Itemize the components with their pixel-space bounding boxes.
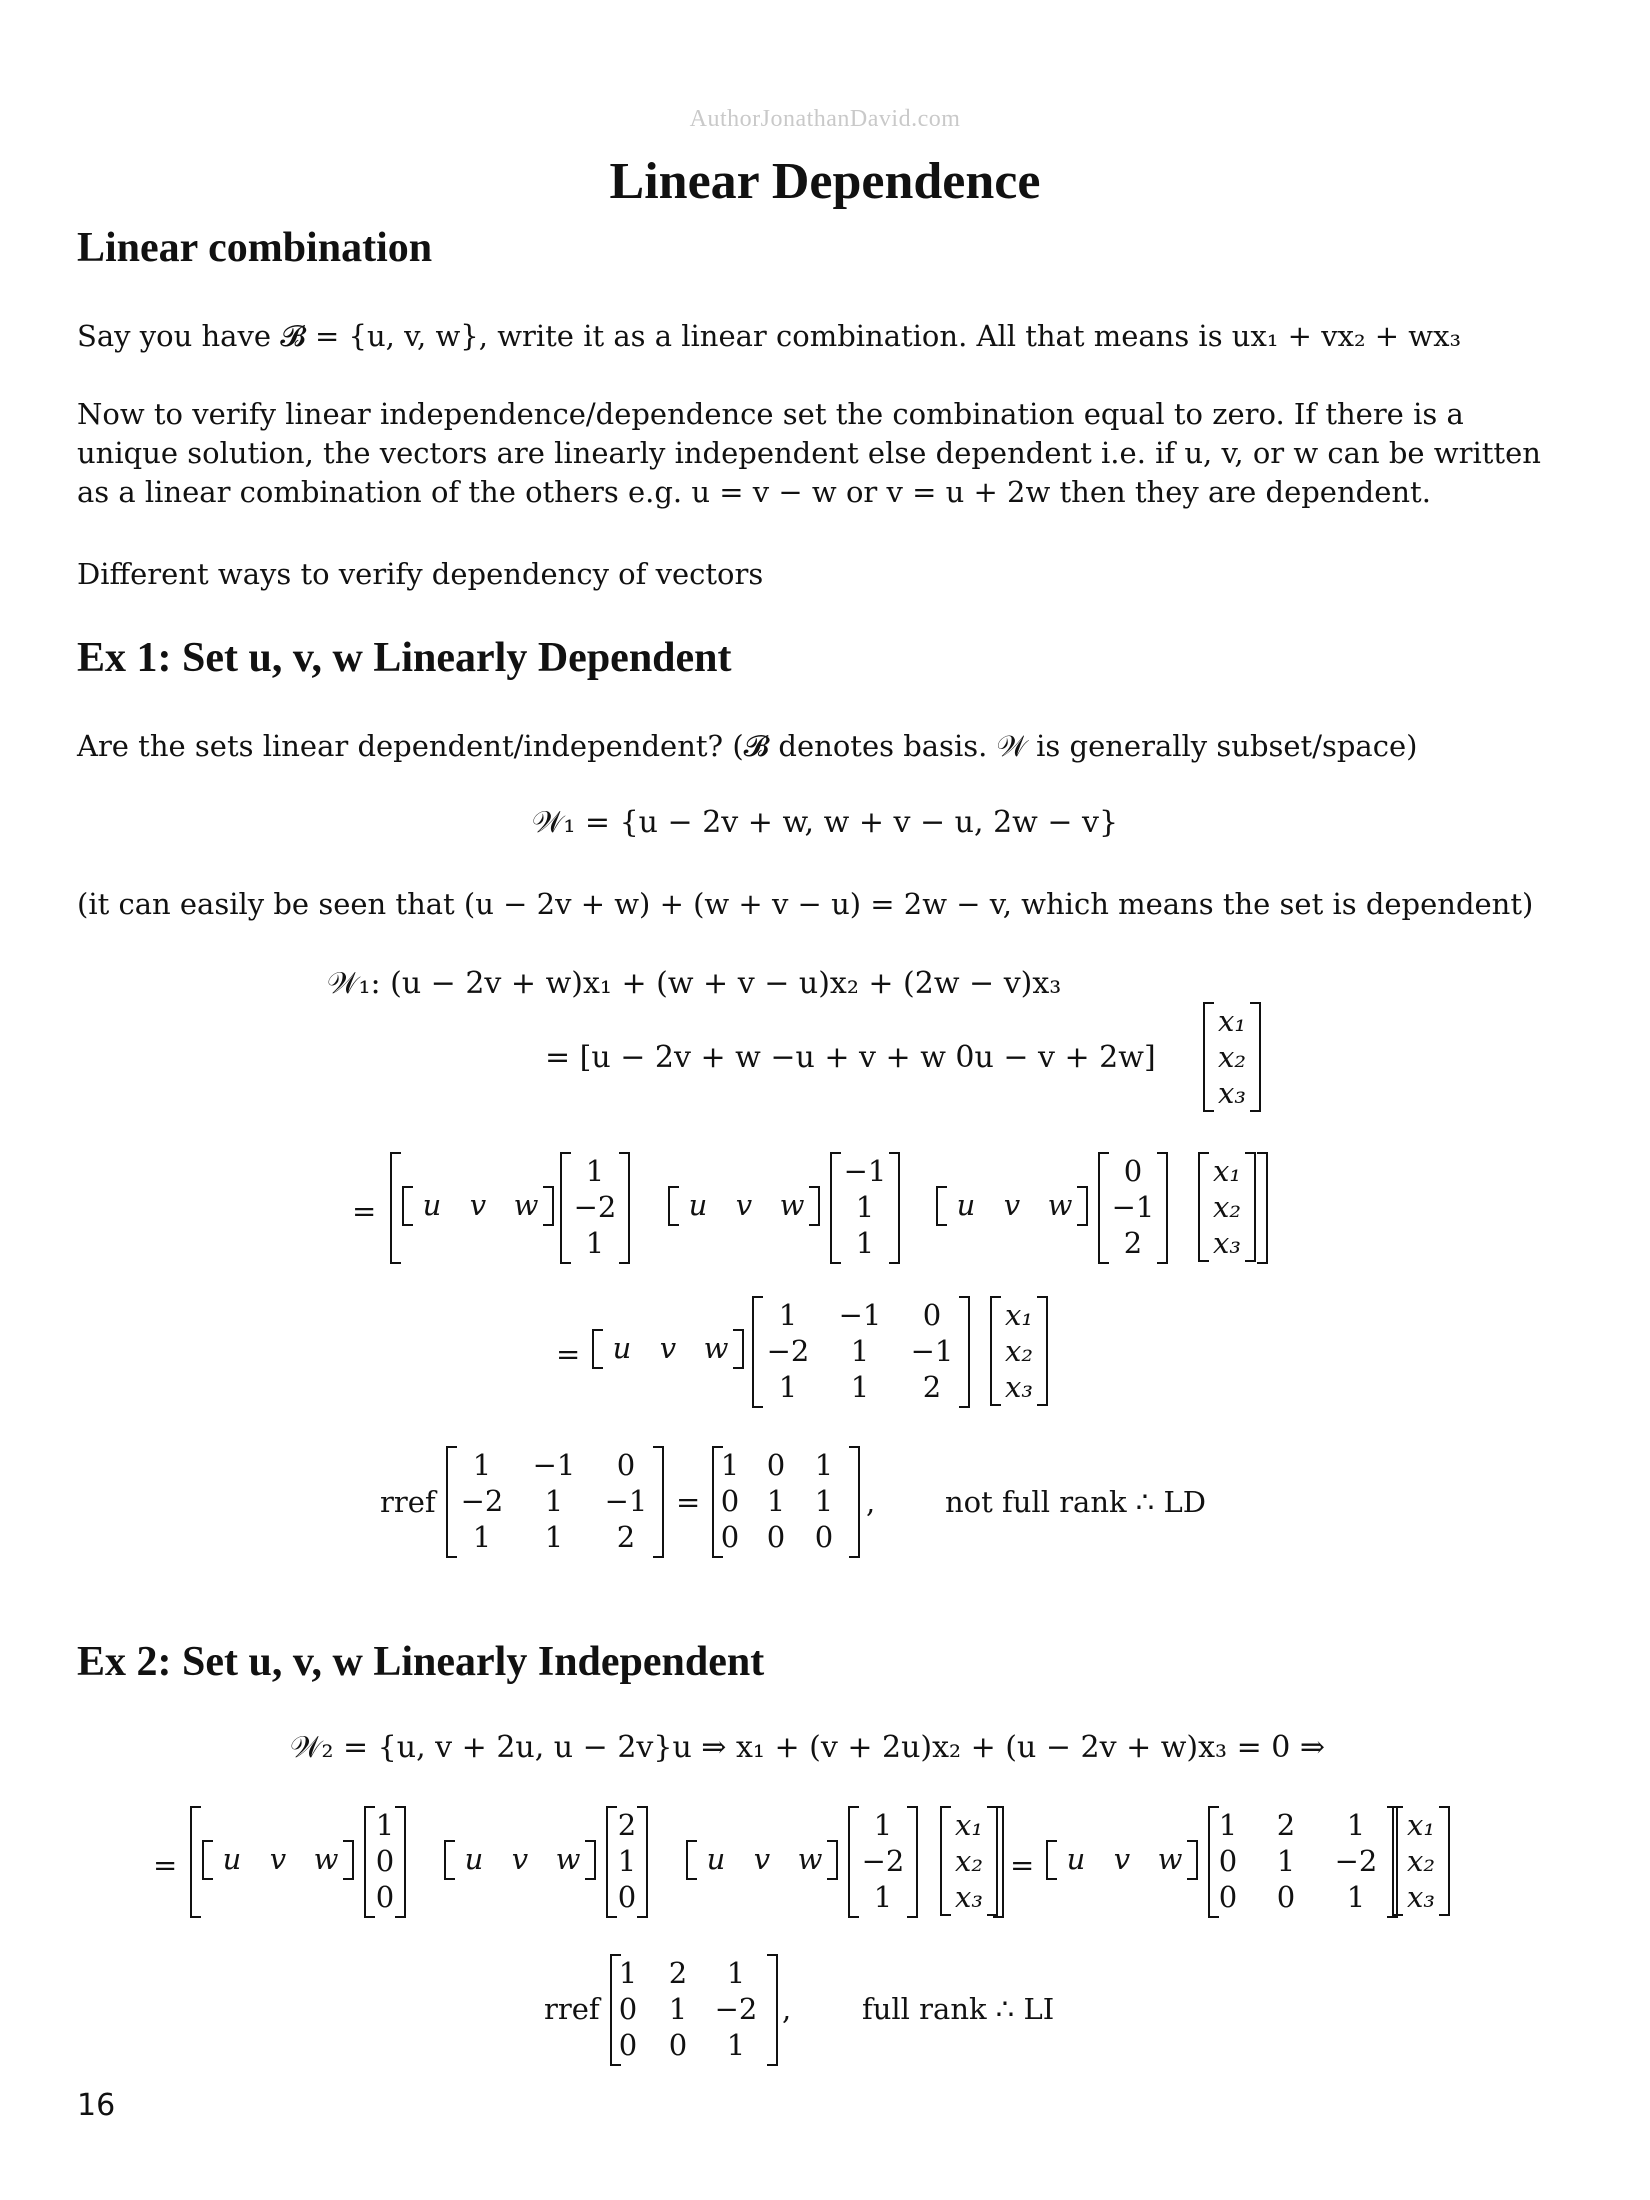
- heading-linear-combination: Linear combination: [77, 225, 433, 271]
- paragraph-intro: Say you have 𝓑 = {u, v, w}, write it as a linear combination. All that means is ux₁ + vx₂ + wx₃: [77, 319, 1462, 353]
- paragraph-verify-line2: unique solution, the vectors are linearly independent else dependent i.e. if u, v, or w can be written: [77, 436, 1541, 470]
- row-vector-uvw-5: u v w: [202, 1840, 354, 1880]
- equals-sign: =: [1010, 1848, 1035, 1882]
- heading-ex1: Ex 1: Set u, v, w Linearly Dependent: [77, 635, 732, 681]
- row-vector-uvw-8: u v w: [1046, 1840, 1198, 1880]
- paragraph-ex1-question: Are the sets linear dependent/independent? (𝓑 denotes basis. 𝒲 is generally subset/space): [77, 729, 1418, 763]
- comma: ,: [782, 1992, 792, 2026]
- comma: ,: [866, 1485, 876, 1519]
- conclusion-li: full rank ∴ LI: [862, 1992, 1055, 2026]
- equals-sign: =: [676, 1485, 701, 1519]
- row-vector-uvw-3: u v w: [936, 1186, 1088, 1226]
- equals-sign: =: [153, 1848, 178, 1882]
- row-vector-uvw-2: u v w: [668, 1186, 820, 1226]
- matrix-col1-ex1: 1 −2 1: [560, 1152, 630, 1264]
- matrix-x-vector-3: x₁ x₂ x₃: [990, 1296, 1048, 1406]
- matrix-x-vector-4: x₁ x₂ x₃: [940, 1806, 998, 1916]
- equals-sign: =: [352, 1194, 377, 1228]
- paragraph-verify-line3: as a linear combination of the others e.g. u = v − w or v = u + 2w then they are dependent.: [77, 475, 1431, 509]
- matrix-x-vector: x₁ x₂ x₃: [1203, 1002, 1261, 1112]
- row-vector-uvw-1: u v w: [402, 1186, 554, 1226]
- paragraph-ex1-note: (it can easily be seen that (u − 2v + w) + (w + v − u) = 2w − v, which means the set is dependent): [77, 887, 1534, 921]
- matrix-col3-ex2: 1 −2 1: [848, 1806, 918, 1918]
- matrix-x-vector-5: x₁ x₂ x₃: [1392, 1806, 1450, 1916]
- matrix-col1-ex2: 1 0 0: [364, 1806, 406, 1918]
- matrix-col3-ex1: 0 −1 2: [1098, 1152, 1168, 1264]
- site-watermark: AuthorJonathanDavid.com: [689, 106, 961, 132]
- page-title: Linear Dependence: [609, 153, 1041, 210]
- rref-label: rref: [380, 1485, 436, 1519]
- paragraph-verify-line1: Now to verify linear independence/dependence set the combination equal to zero. If there is a: [77, 397, 1464, 431]
- row-vector-uvw-7: u v w: [686, 1840, 838, 1880]
- row-vector-uvw-4: u v w: [592, 1329, 744, 1369]
- equation-w2-set: 𝒲₂ = {u, v + 2u, u − 2v}u ⇒ x₁ + (v + 2u)x₂ + (u − 2v + w)x₃ = 0 ⇒: [290, 1730, 1326, 1765]
- matrix-col2-ex1: −1 1 1: [830, 1152, 900, 1264]
- equals-sign: =: [556, 1337, 581, 1371]
- rref-label: rref: [544, 1992, 600, 2026]
- matrix-A-ex1: 1 −1 0 −2 1 −1 1 1 2: [752, 1296, 970, 1408]
- equation-w1-set: 𝒲₁ = {u − 2v + w, w + v − u, 2w − v}: [531, 805, 1119, 840]
- heading-ex2: Ex 2: Set u, v, w Linearly Independent: [77, 1639, 765, 1685]
- conclusion-ld: not full rank ∴ LD: [945, 1485, 1206, 1519]
- matrix-x-vector-2: x₁ x₂ x₃: [1198, 1152, 1256, 1262]
- matrix-col2-ex2: 2 1 0: [606, 1806, 648, 1918]
- equation-w1-combination: 𝒲₁: (u − 2v + w)x₁ + (w + v − u)x₂ + (2w − v)x₃: [327, 966, 1062, 1001]
- matrix-A-ex2: 1 2 1 0 1 −2 0 0 1: [1208, 1806, 1398, 1918]
- matrix-rref-ex1: 1 0 1 0 1 1 0 0 0: [712, 1446, 860, 1558]
- matrix-A-ex1-rref-input: 1 −1 0 −2 1 −1 1 1 2: [446, 1446, 664, 1558]
- matrix-A-ex2-rref: 1 2 1 0 1 −2 0 0 1: [610, 1954, 778, 2066]
- equation-w1-row-vector: = [u − 2v + w −u + v + w 0u − v + 2w]: [545, 1040, 1156, 1075]
- row-vector-uvw-6: u v w: [444, 1840, 596, 1880]
- paragraph-ways: Different ways to verify dependency of vectors: [77, 557, 764, 591]
- page-number: 16: [77, 2088, 116, 2123]
